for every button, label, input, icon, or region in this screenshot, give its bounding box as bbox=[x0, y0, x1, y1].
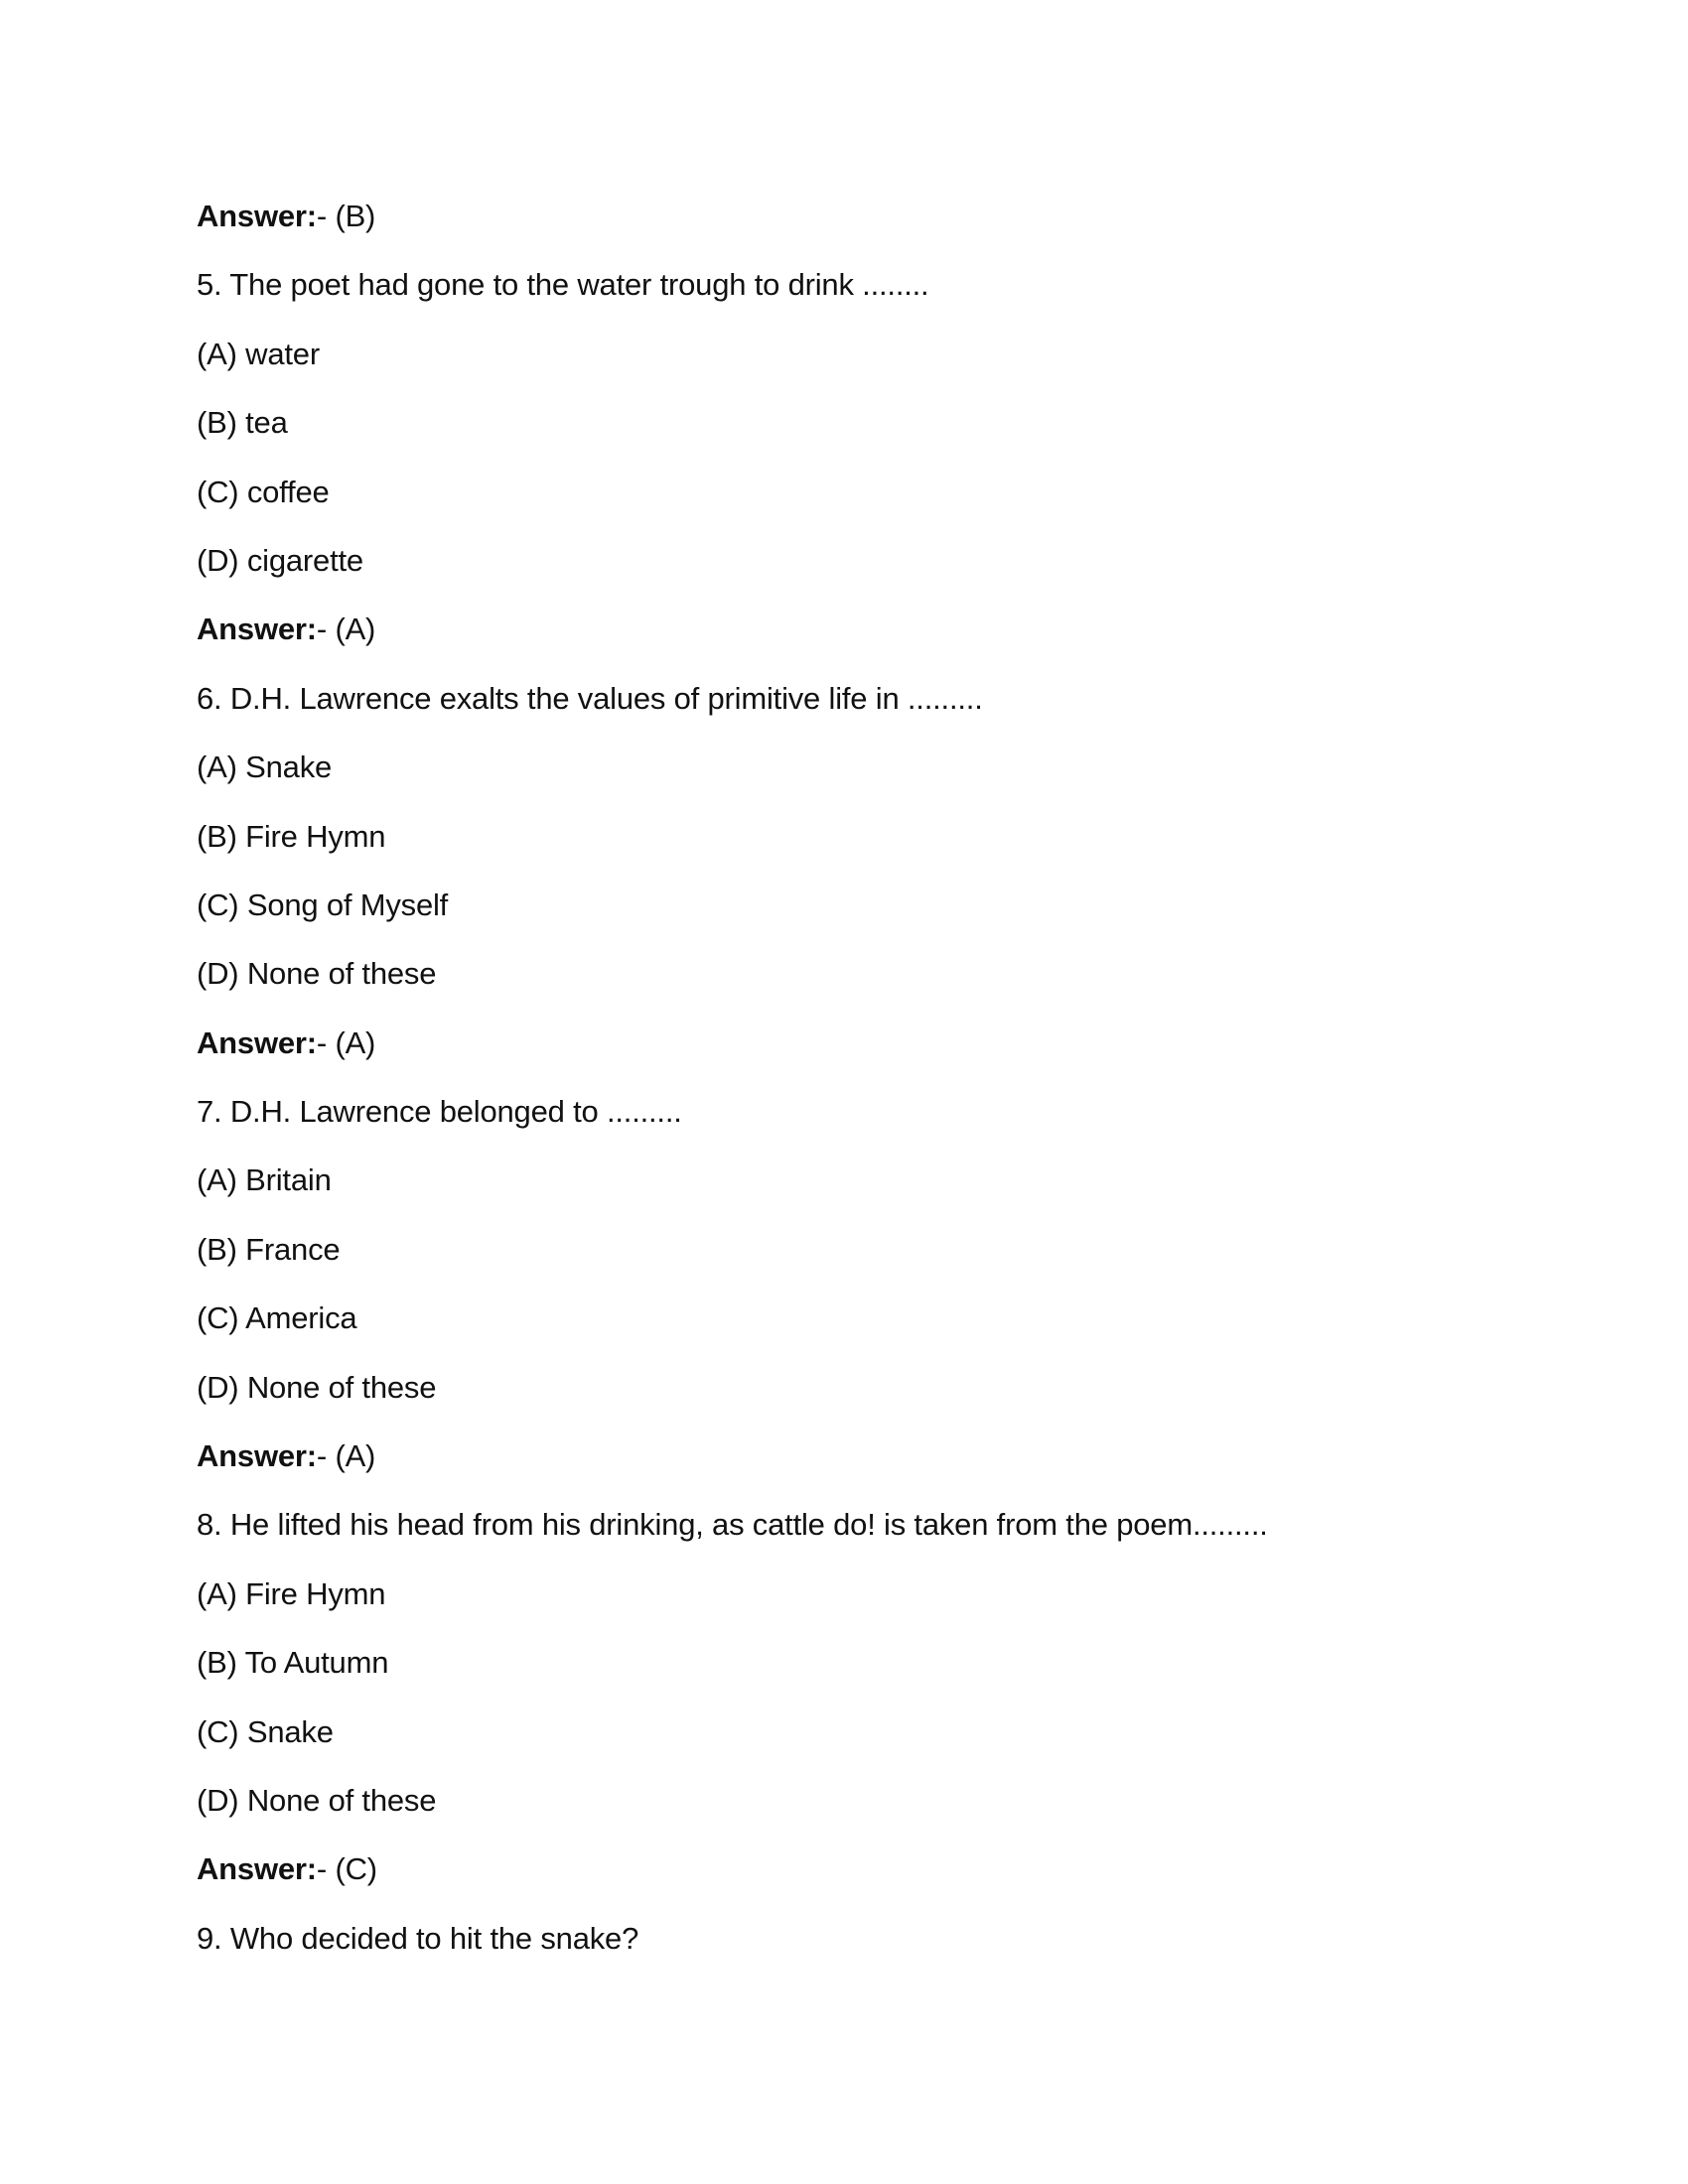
question-line: 8. He lifted his head from his drinking, as cattle do! is taken from the poem......... bbox=[197, 1507, 1268, 1543]
option-line: (A) Britain bbox=[197, 1162, 332, 1198]
answer-label: Answer: bbox=[197, 1438, 317, 1474]
option-line: (D) cigarette bbox=[197, 542, 363, 578]
answer-value: - (B) bbox=[316, 199, 376, 233]
option-line: (C) Song of Myself bbox=[197, 887, 449, 922]
question-line: 9. Who decided to hit the snake? bbox=[197, 1920, 639, 1956]
question-line: 7. D.H. Lawrence belonged to ......... bbox=[197, 1094, 682, 1130]
option-line: (C) Snake bbox=[197, 1713, 334, 1749]
option-line: (A) Fire Hymn bbox=[197, 1575, 386, 1611]
option-line: (B) France bbox=[197, 1231, 341, 1267]
option-line: (B) To Autumn bbox=[197, 1645, 389, 1681]
option-line: (C) coffee bbox=[197, 474, 330, 509]
answer-label: Answer: bbox=[197, 1024, 317, 1060]
answer-line bbox=[197, 1434, 1587, 1503]
answer-line bbox=[197, 608, 1587, 676]
answer-label: Answer: bbox=[197, 612, 317, 647]
answer-line bbox=[197, 195, 1587, 263]
option-line: (B) tea bbox=[197, 405, 288, 441]
answer-label: Answer: bbox=[197, 199, 317, 233]
answer-value: - (A) bbox=[316, 1024, 376, 1060]
answer-line bbox=[197, 1847, 1587, 1916]
option-line: (D) None of these bbox=[197, 1369, 437, 1405]
answer-label: Answer: bbox=[197, 1851, 317, 1887]
option-line: (D) None of these bbox=[197, 956, 437, 992]
option-line: (A) Snake bbox=[197, 750, 333, 785]
answer-value: - (C) bbox=[316, 1851, 377, 1887]
question-line: 6. D.H. Lawrence exalts the values of primitive life in ......... bbox=[197, 680, 983, 716]
option-line: (D) None of these bbox=[197, 1782, 437, 1818]
answer-value: - (A) bbox=[316, 1438, 376, 1474]
question-line: 5. The poet had gone to the water trough to drink ........ bbox=[197, 267, 929, 303]
option-line: (B) Fire Hymn bbox=[197, 818, 386, 854]
option-line: (C) America bbox=[197, 1300, 357, 1336]
option-line: (A) water bbox=[197, 336, 320, 371]
document-page bbox=[197, 195, 1587, 1985]
answer-value: - (A) bbox=[316, 612, 376, 647]
answer-line bbox=[197, 1022, 1587, 1090]
